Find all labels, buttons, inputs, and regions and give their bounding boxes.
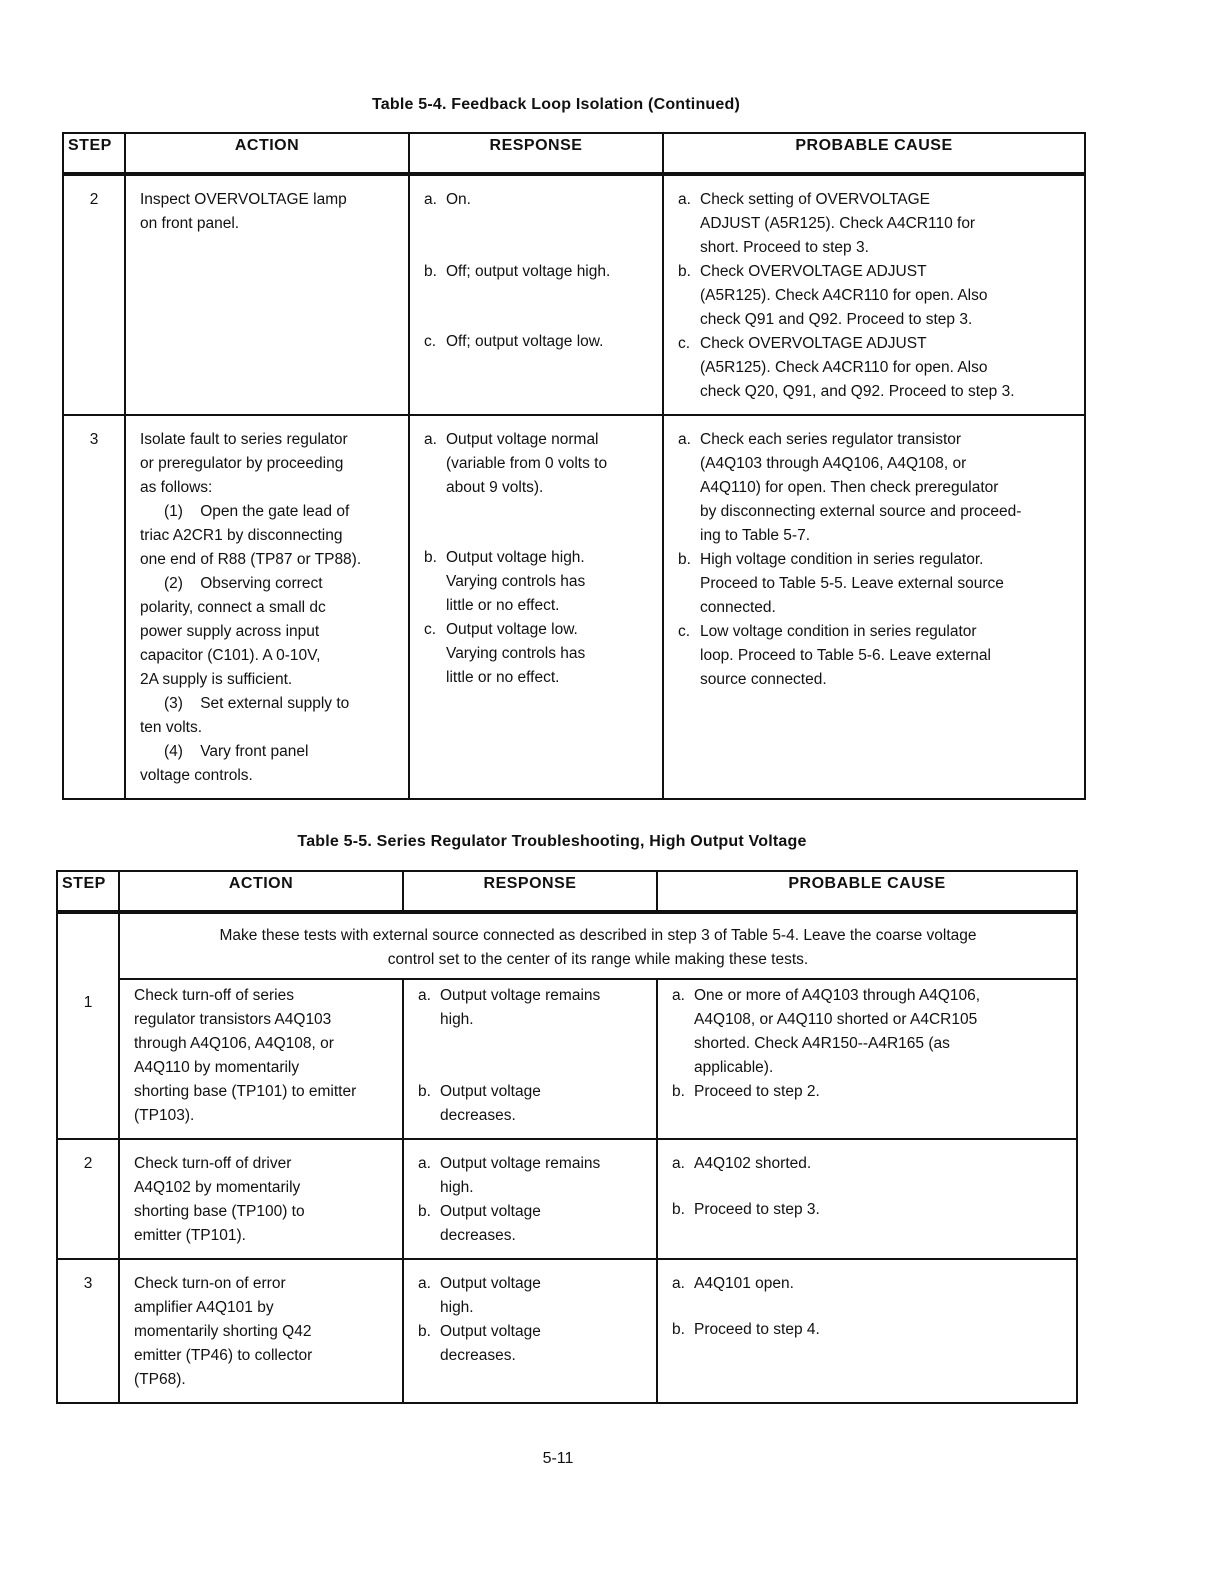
list-item: a. A4Q102 shorted. [672, 1155, 812, 1172]
table-row [57, 979, 1077, 1139]
probable-cause-cell [657, 1139, 1077, 1259]
response-cell [403, 1259, 657, 1403]
step-number: 2 [63, 174, 125, 415]
action-substep: (3) Set external supply to ten volts. [140, 695, 350, 736]
list-item: b. Output voltage decreases. [418, 1203, 541, 1244]
action-cell: Check turn-off of series regulator transistors A4Q103 through A4Q106, A4Q108, or A4Q110 by momentarily shorting base (TP101) to emitter (TP103). [119, 979, 403, 1139]
step-number: 3 [57, 1259, 119, 1403]
list-item: b. Proceed to step 3. [672, 1201, 820, 1218]
action-intro: Isolate fault to series regulator or preregulator by proceeding as follows: [140, 431, 348, 496]
action-cell: Check turn-on of error amplifier A4Q101 by momentarily shorting Q42 emitter (TP46) to collector (TP68). [119, 1259, 403, 1403]
list-item: b. Off; output voltage high. [424, 263, 611, 280]
list-item: a. Output voltage remains high. [418, 987, 601, 1028]
table-row [57, 1259, 1077, 1403]
action-substep: (1) Open the gate lead of triac A2CR1 by disconnecting one end of R88 (TP87 or TP88). [140, 503, 362, 568]
list-item: c. Check OVERVOLTAGE ADJUST (A5R125). Check A4CR110 for open. Also check Q20, Q91, and Q92. Proceed to step 3. [678, 335, 1015, 400]
table-row [63, 174, 1085, 415]
header-action: ACTION [125, 133, 409, 174]
series-regulator-troubleshooting-table [56, 870, 1078, 1404]
list-item: b. Output voltage decreases. [418, 1323, 541, 1364]
table-note: Make these tests with external source connected as described in step 3 of Table 5-4. Leave the coarse voltage control set to the center of its range while making these tests. [119, 912, 1077, 979]
action-cell: Check turn-off of driver A4Q102 by momentarily shorting base (TP100) to emitter (TP101). [119, 1139, 403, 1259]
list-item: a. Check each series regulator transistor (A4Q103 through A4Q106, A4Q108, or A4Q110) for open. Then check preregulator by disconnecting external source and proceed- ing to Table 5-7. [678, 431, 1022, 544]
table-header-row [57, 871, 1077, 912]
list-item: c. Low voltage condition in series regulator loop. Proceed to Table 5-6. Leave external source connected. [678, 623, 991, 688]
action-cell [125, 415, 409, 799]
action-substep: (4) Vary front panel voltage controls. [140, 743, 309, 784]
list-item: a. Check setting of OVERVOLTAGE ADJUST (A5R125). Check A4CR110 for short. Proceed to step 3. [678, 191, 976, 256]
step-number: 1 [57, 979, 119, 1139]
page-number: 5-11 [542, 1450, 574, 1467]
table-row [57, 1139, 1077, 1259]
header-response: RESPONSE [409, 133, 663, 174]
list-item: b. Proceed to step 4. [672, 1321, 820, 1338]
list-item: c. Output voltage low. Varying controls has little or no effect. [424, 621, 586, 686]
list-item: b. High voltage condition in series regulator. Proceed to Table 5-5. Leave external source connected. [678, 551, 1004, 616]
probable-cause-cell [657, 979, 1077, 1139]
feedback-loop-isolation-table [62, 132, 1086, 800]
header-step: STEP [57, 871, 119, 912]
header-step: STEP [63, 133, 125, 174]
response-cell [403, 1139, 657, 1259]
step-number: 3 [63, 415, 125, 799]
list-item: b. Proceed to step 2. [672, 1083, 820, 1100]
header-action: ACTION [119, 871, 403, 912]
probable-cause-cell [663, 174, 1085, 415]
list-item: a. Output voltage remains high. [418, 1155, 601, 1196]
step-number: 2 [57, 1139, 119, 1259]
list-item: b. Check OVERVOLTAGE ADJUST (A5R125). Check A4CR110 for open. Also check Q91 and Q92. Proceed to step 3. [678, 263, 988, 328]
list-item: a. Output voltage high. [418, 1275, 541, 1316]
response-cell [409, 174, 663, 415]
table-note-row [57, 912, 1077, 979]
list-item: a. On. [424, 191, 471, 208]
list-item: a. One or more of A4Q103 through A4Q106, A4Q108, or A4Q110 shorted or A4CR105 shorted. Check A4R150--A4R165 (as applicable). [672, 987, 981, 1076]
header-probable-cause: PROBABLE CAUSE [657, 871, 1077, 912]
list-item: c. Off; output voltage low. [424, 333, 604, 350]
header-probable-cause: PROBABLE CAUSE [663, 133, 1085, 174]
action-cell: Inspect OVERVOLTAGE lamp on front panel. [125, 174, 409, 415]
list-item: b. Output voltage decreases. [418, 1083, 541, 1124]
response-cell [409, 415, 663, 799]
table-5-5-caption: Table 5-5. Series Regulator Troubleshooting, High Output Voltage [297, 833, 807, 850]
table-header-row [63, 133, 1085, 174]
probable-cause-cell [657, 1259, 1077, 1403]
response-cell [403, 979, 657, 1139]
list-item: a. Output voltage normal (variable from 0 volts to about 9 volts). [424, 431, 608, 496]
probable-cause-cell [663, 415, 1085, 799]
table-row [63, 415, 1085, 799]
action-substep: (2) Observing correct polarity, connect a small dc power supply across input capacitor (C101). A 0-10V, 2A supply is sufficient. [140, 575, 326, 688]
table-5-4-caption: Table 5-4. Feedback Loop Isolation (Continued) [371, 96, 741, 113]
list-item: a. A4Q101 open. [672, 1275, 794, 1292]
list-item: b. Output voltage high. Varying controls has little or no effect. [424, 549, 586, 614]
header-response: RESPONSE [403, 871, 657, 912]
